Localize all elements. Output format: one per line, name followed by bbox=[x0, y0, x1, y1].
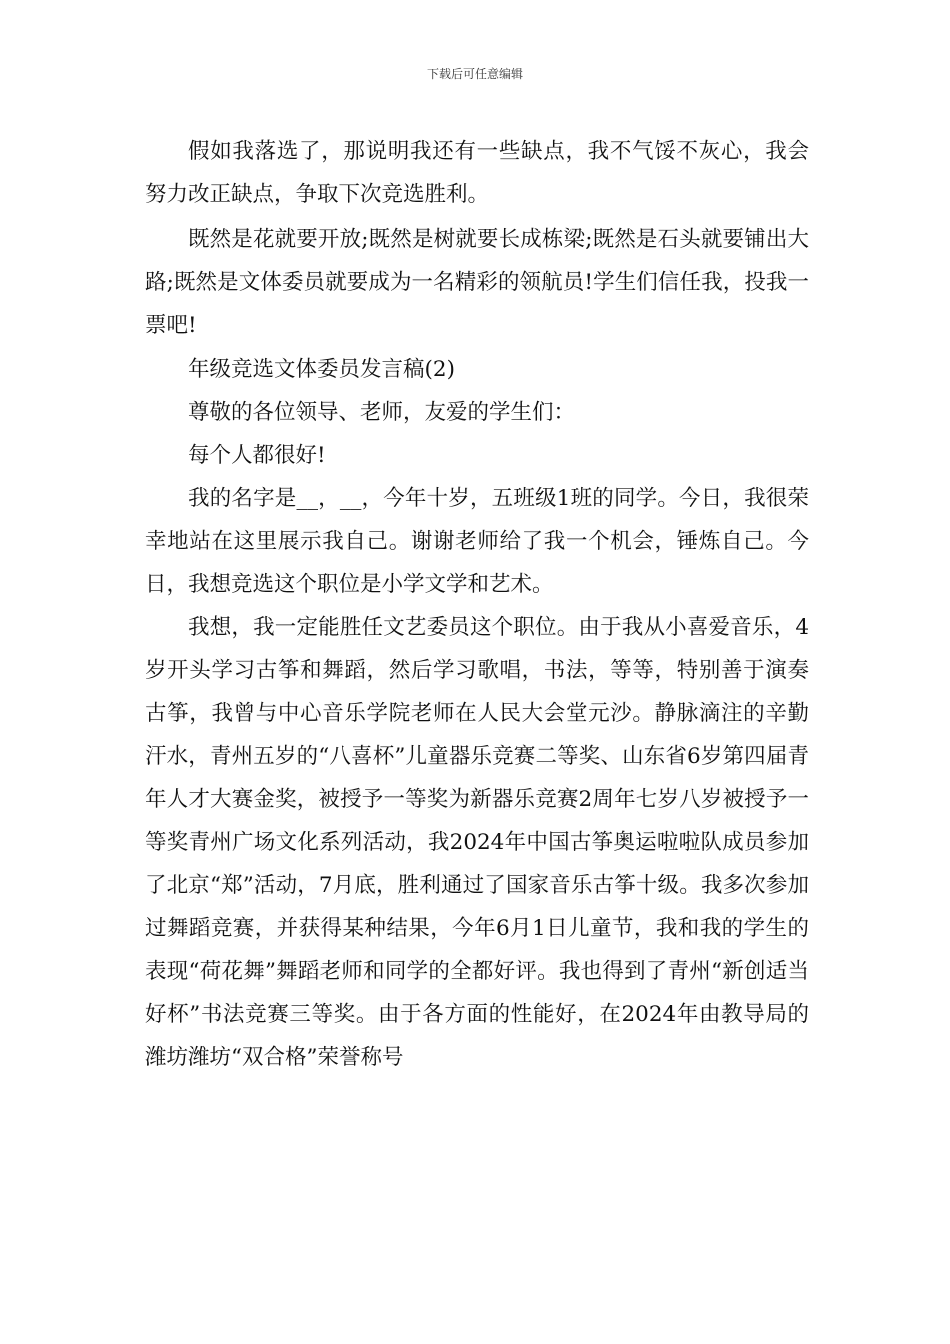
paragraph-lose-election: 假如我落选了，那说明我还有一些缺点，我不气馁不灰心，我会努力改正缺点，争取下次竞选胜利。 bbox=[145, 139, 809, 207]
paragraph-greeting: 每个人都很好! bbox=[188, 443, 326, 468]
section-title: 年级竞选文体委员发言稿(2) bbox=[188, 357, 455, 382]
paragraph-vote-appeal: 既然是花就要开放;既然是树就要长成栋梁;既然是石头就要铺出大路;既然是文体委员就要成为一名精彩的领航员!学生们信任我，投我一票吧! bbox=[145, 227, 809, 338]
paragraph-introduction: 我的名字是__，__，今年十岁，五班级1班的同学。今日，我很荣幸地站在这里展示我自己。谢谢老师给了我一个机会，锤炼自己。今日，我想竞选这个职位是小学文学和艺术。 bbox=[145, 486, 809, 597]
page-header: 下载后可任意编辑 bbox=[426, 67, 523, 81]
paragraph-qualifications: 我想，我一定能胜任文艺委员这个职位。由于我从小喜爱音乐，4岁开头学习古筝和舞蹈，然后学习歌唱，书法，等等，特别善于演奏古筝，我曾与中心音乐学院老师在人民大会堂元沙。静脉滴注的辛勤汗水，青州五岁的“八喜杯”儿童器乐竞赛二等奖、山东省6岁第四届青年人才大赛金奖，被授予一等奖为新器乐竞赛2周年七岁八岁被授予一等奖青州广场文化系列活动，我2024年中国古筝奥运啦啦队成员参加了北京“郑”活动，7月底，胜利通过了国家音乐古筝十级。我多次参加过舞蹈竞赛，并获得某种结果，今年6月1日儿童节，我和我的学生的表现“荷花舞”舞蹈老师和同学的全都好评。我也得到了青州“新创适当好杯”书法竞赛三等奖。由于各方面的性能好，在2024年由教导局的潍坊潍坊“双合格”荣誉称号 bbox=[145, 615, 809, 1070]
document-body bbox=[145, 130, 809, 1079]
paragraph-salutation: 尊敬的各位领导、老师，友爱的学生们： bbox=[188, 400, 576, 425]
